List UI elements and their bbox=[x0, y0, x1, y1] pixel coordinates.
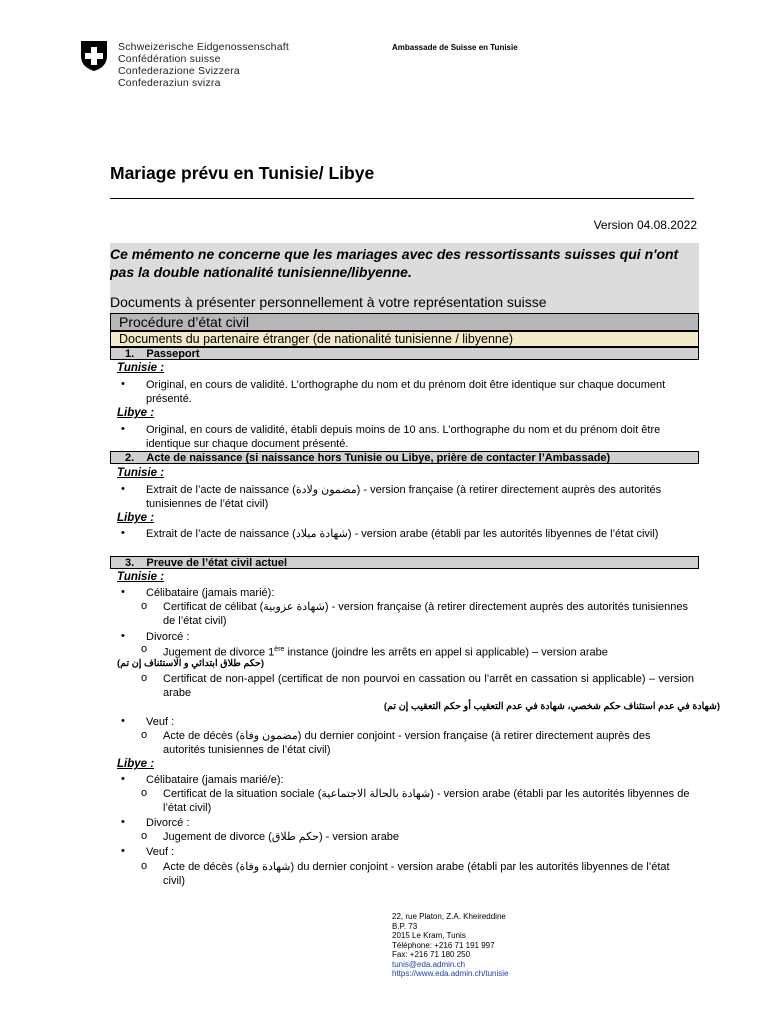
sub-bullet-o: o bbox=[141, 672, 148, 684]
divorce-judgment-sup: ère bbox=[274, 646, 285, 653]
sub-bullet-o: o bbox=[141, 860, 148, 872]
version-label: Version 04.08.2022 bbox=[593, 218, 697, 232]
section-civil-tunisie-label: Tunisie : bbox=[117, 571, 165, 583]
sub-bullet-o: o bbox=[141, 830, 148, 842]
bullet-dot: • bbox=[121, 483, 125, 495]
bullet-dot: • bbox=[121, 816, 125, 828]
tunisie-divorce-arabic-2: (شهادة في عدم استئناف حكم شخصي، شهادة في عدم التعقيب أو حكم التعقيب إن تم) bbox=[383, 701, 720, 712]
footer-line: B.P. 73 bbox=[392, 921, 418, 931]
footer-email-link[interactable]: tunis@eda.admin.ch bbox=[392, 959, 466, 969]
footer-fax: Fax: +216 71 180 250 bbox=[392, 950, 471, 959]
section-passport-libye-label: Libye : bbox=[117, 407, 155, 419]
sub-bullet-o: o bbox=[141, 643, 148, 655]
libye-divorce: Divorcé : bbox=[146, 817, 190, 829]
section-birth-libye-label: Libye : bbox=[117, 512, 155, 524]
passport-libye-item: Original, en cours de validité, établi depuis moins de 10 ans. L’orthographe du nom et du prénom doit être identique sur chaque document présenté. bbox=[146, 424, 661, 450]
documents-heading: Documents à présenter personnellement à votre représentation suisse bbox=[110, 294, 547, 310]
footer-address bbox=[392, 912, 509, 979]
org-line-de: Schweizerische Eidgenossenschaft bbox=[118, 41, 289, 53]
libye-divorce-judgment: Jugement de divorce (حكم طلاق) - version arabe bbox=[163, 831, 400, 843]
sub-bullet-o: o bbox=[141, 600, 148, 612]
bullet-dot: • bbox=[121, 586, 125, 598]
libye-social-status-certificate: Certificat de la situation sociale (شهادة بالحالة الاجتماعية) - version arabe (établi par les autorités libyennes de l’état civil) bbox=[163, 788, 690, 814]
bullet-dot: • bbox=[121, 845, 125, 857]
section-civil-libye-label: Libye : bbox=[117, 758, 155, 770]
org-line-it: Confederazione Svizzera bbox=[118, 65, 240, 77]
birth-tunisie-item: Extrait de l’acte de naissance (مضمون ولادة) - version française (à retirer directement auprès des autorités tunisiennes de l’état civil) bbox=[146, 484, 662, 510]
tunisie-death-certificate: Acte de décès (مضمون وفاة) du dernier conjoint - version française (à retirer directement auprès des autorités tunisiennes de l’état civil) bbox=[163, 730, 651, 756]
divorce-judgment-text-b: instance (joindre les arrêts en appel si applicable) – version arabe bbox=[284, 646, 608, 659]
libye-veuf: Veuf : bbox=[146, 846, 175, 858]
passport-tunisie-item: Original, en cours de validité. L’orthographe du nom et du prénom doit être identique sur chaque document présenté. bbox=[146, 379, 666, 405]
sub-bullet-o: o bbox=[141, 729, 148, 741]
libye-celibataire: Célibataire (jamais marié/e): bbox=[146, 774, 284, 786]
tunisie-celibataire: Célibataire (jamais marié): bbox=[146, 587, 275, 599]
bullet-dot: • bbox=[121, 773, 125, 785]
footer-line: 22, rue Platon, Z.A. Kheireddine bbox=[392, 912, 506, 921]
org-line-fr: Confédération suisse bbox=[118, 53, 221, 65]
footer-website-link[interactable]: https://www.eda.admin.ch/tunisie bbox=[392, 969, 509, 978]
bullet-dot: • bbox=[121, 527, 125, 539]
swiss-cross-shield-icon bbox=[80, 40, 108, 72]
libye-death-certificate: Acte de décès (شهادة وفاة) du dernier conjoint - version arabe (établi par les autorités libyennes de l’état civil) bbox=[163, 861, 670, 887]
section-passport-header: 1. Passeport bbox=[110, 347, 699, 360]
bullet-dot: • bbox=[121, 715, 125, 727]
tunisie-veuf: Veuf : bbox=[146, 716, 175, 728]
intro-note: Ce mémento ne concerne que les mariages avec des ressortissants suisses qui n'ont pas la double nationalité tunisienne/libyenne. bbox=[110, 246, 679, 280]
embassy-name: Ambassade de Suisse en Tunisie bbox=[392, 43, 518, 52]
section-birth-header: 2. Acte de naissance (si naissance hors Tunisie ou Libye, prière de contacter l’Ambassade) bbox=[110, 451, 699, 464]
procedure-band: Procédure d’état civil bbox=[110, 313, 699, 331]
bullet-dot: • bbox=[121, 378, 125, 390]
org-line-rm: Confederaziun svizra bbox=[118, 77, 221, 89]
title-underline bbox=[110, 198, 694, 199]
footer-phone: Téléphone: +216 71 191 997 bbox=[392, 940, 495, 950]
page-title: Mariage prévu en Tunisie/ Libye bbox=[110, 163, 375, 183]
footer-line: 2015 Le Kram, Tunis bbox=[392, 931, 466, 940]
sub-bullet-o: o bbox=[141, 787, 148, 799]
section-birth-tunisie-label: Tunisie : bbox=[117, 467, 165, 479]
section-passport-tunisie-label: Tunisie : bbox=[117, 362, 165, 374]
partner-docs-band: Documents du partenaire étranger (de nationalité tunisienne / libyenne) bbox=[110, 331, 699, 347]
confederation-names bbox=[118, 41, 289, 89]
birth-libye-item: Extrait de l’acte de naissance (شهادة ميلاد) - version arabe (établi par les autorités libyennes de l’état civil) bbox=[146, 528, 659, 540]
divorce-judgment-text-a: Jugement de divorce 1 bbox=[163, 646, 275, 659]
tunisie-celibat-certificate: Certificat de célibat (شهادة عزوبية) - version française (à retirer directement auprès des autorités tunisiennes de l’état civil) bbox=[163, 601, 689, 627]
section-civil-status-header: 3. Preuve de l’état civil actuel bbox=[110, 556, 699, 569]
tunisie-divorce-arabic-1: (حكم طلاق ابتدائي و الاستئناف إن تم) bbox=[117, 658, 265, 669]
bullet-dot: • bbox=[121, 423, 125, 435]
bullet-dot: • bbox=[121, 630, 125, 642]
tunisie-divorce: Divorcé : bbox=[146, 631, 190, 643]
tunisie-non-appeal-certificate: Certificat de non-appel (certificat de non pourvoi en cassation ou l’arrêt en cassation si applicable) – version arabe bbox=[163, 673, 694, 699]
